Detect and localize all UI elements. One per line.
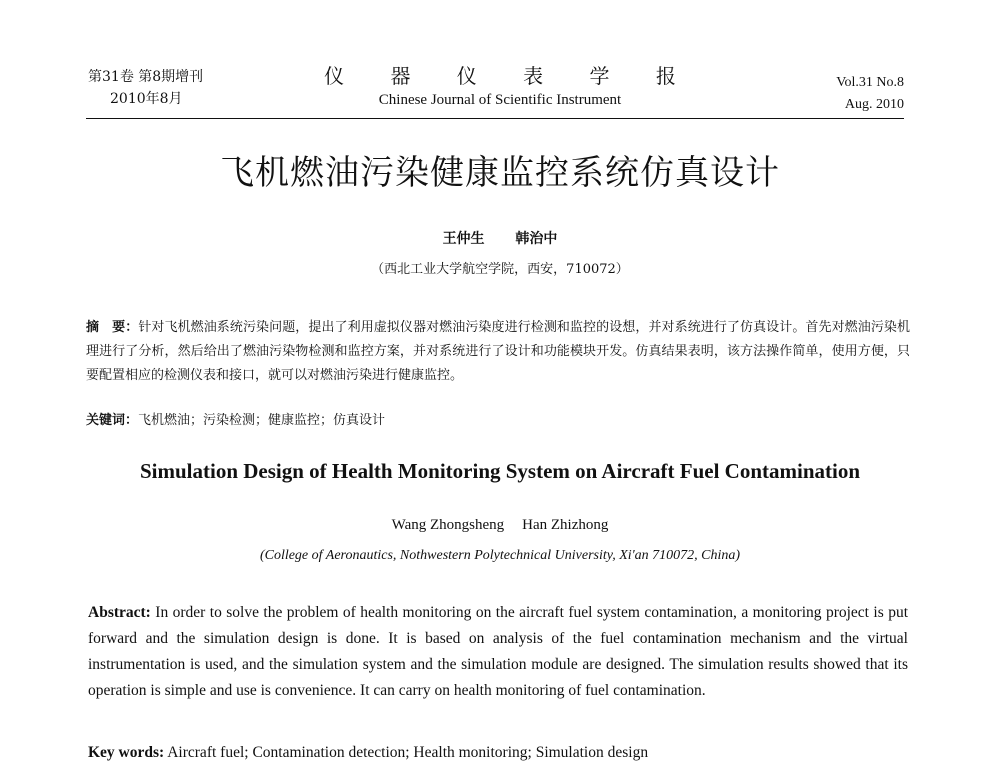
paper-title-cn: 飞机燃油污染健康监控系统仿真设计 [220,153,780,193]
journal-header-right [836,72,904,116]
journal-name-en: Chinese Journal of Scientific Instrument [378,92,622,108]
abstract-cn [86,316,910,388]
volume-issue-en: Vol.31 No.8 [836,75,904,90]
abstract-cn-text: 针对飞机燃油系统污染问题，提出了利用虚拟仪器对燃油污染度进行检测和监控的设想，并对系统进行了仿真设计。首先对燃油污染机理进行了分析，然后给出了燃油污染物检测和监控方案，并对系统进行了设计和功能模块开发。仿真结果表明，该方法操作简单，使用方便，只要配置相应的检测仪表和接口，就可以对燃油污染进行健康监控。 [86,320,910,383]
keywords-cn-label: 关键词： [86,413,139,428]
date-en: Aug. 2010 [844,97,904,112]
keywords-en-label: Key words: [88,744,165,761]
affiliation-en: (College of Aeronautics, Nothwestern Polytechnical University, Xi'an 710072, China) [259,548,741,563]
abstract-cn-label: 摘 要： [86,320,139,335]
header-divider [86,118,904,119]
keywords-cn-text: 飞机燃油；污染检测；健康监控；仿真设计 [138,413,386,428]
authors-en [0,517,1000,534]
keywords-en [88,740,648,766]
author-1: Wang Zhongsheng [391,517,505,533]
paper-title-en: Simulation Design of Health Monitoring System on Aircraft Fuel Contamination [139,459,861,483]
journal-name-cn: 仪 器 仪 表 学 报 [324,64,696,88]
journal-header-left [88,66,203,110]
author-2: Han Zhizhong [522,517,609,533]
abstract-en-label: Abstract: [88,604,151,621]
abstract-en [88,600,908,704]
volume-issue-cn: 第31卷 第8期增刊 [88,69,204,85]
authors-cn: 王仲生 韩治中 [442,231,558,247]
journal-header-center [300,62,700,110]
affiliation-cn: （西北工业大学航空学院，西安，710072） [371,262,629,277]
keywords-en-text: Aircraft fuel; Contamination detection; Health monitoring; Simulation design [167,744,649,761]
keywords-cn [86,409,385,428]
abstract-en-text: In order to solve the problem of health monitoring on the aircraft fuel system contamination, a monitoring project is put forward and the simulation design is done. It is based on analysis of the fuel contamination mechanism and the virtual instrumentation is used, and the simulation system and the simulation module are designed. The simulation results showed that its operation is simple and use is convenience. It can carry on health monitoring of fuel contamination. [88,604,909,699]
date-cn: 2010年8月 [110,91,183,107]
